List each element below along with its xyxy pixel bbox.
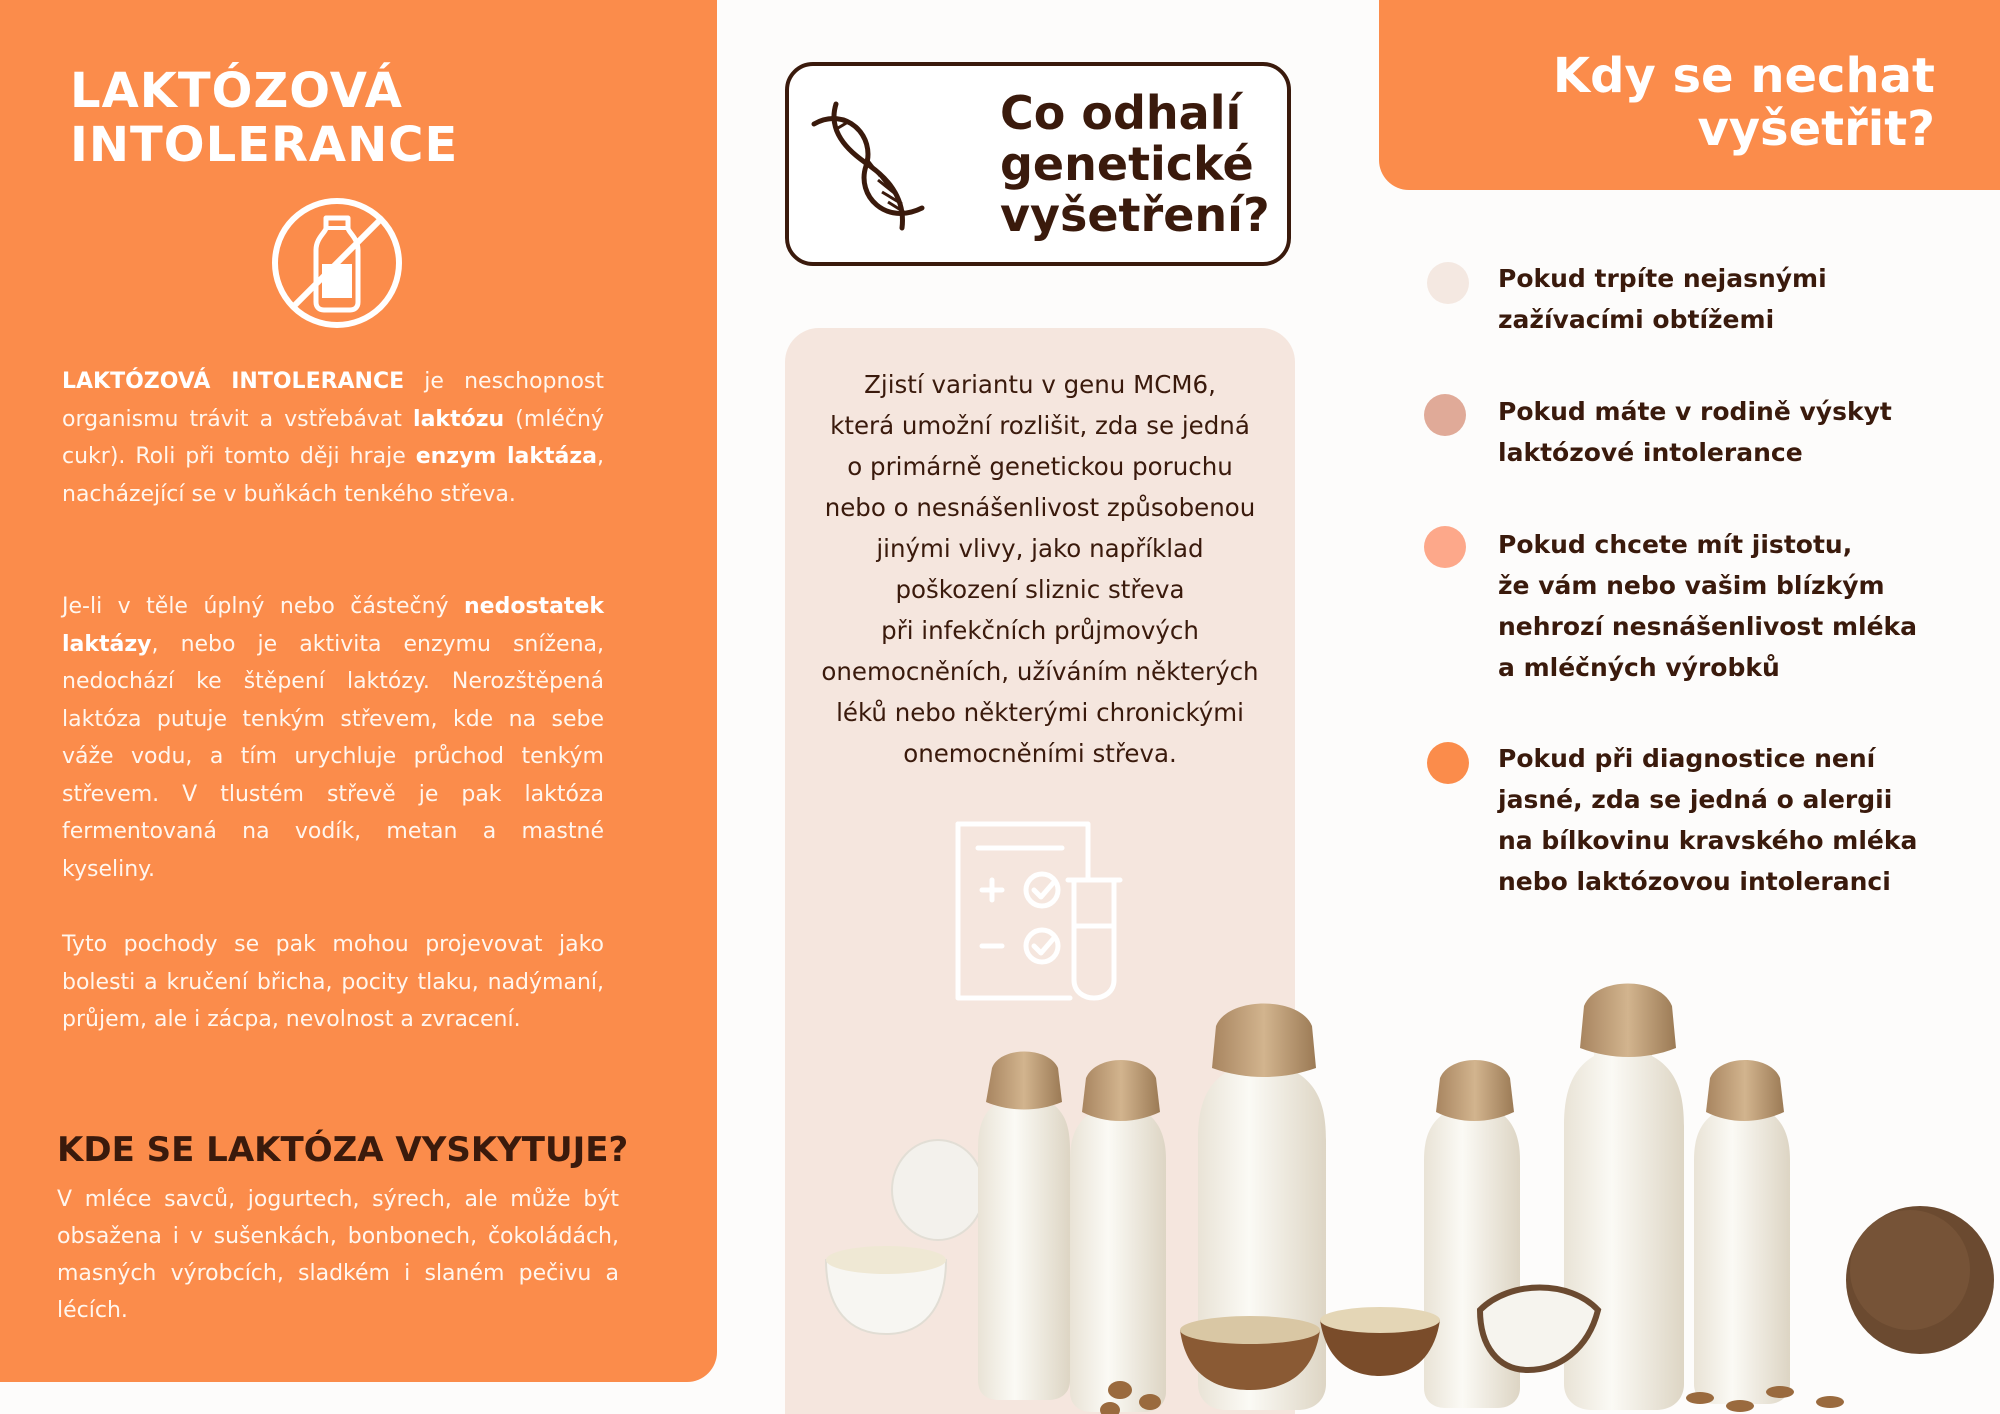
mechanism-paragraph: Je-li v těle úplný nebo částečný nedostatek laktázy, nebo je aktivita enzymu snížena, nedochází ke štěpení laktózy. Nerozštěpená laktóza putuje tenkým střevem, kde na sebe váže vodu, a tím urychluje průchod tenkým střevem. V tlustém střevě je pak laktóza fermentovaná na vodík, metan a mastné kyseliny.: [62, 594, 604, 882]
symptoms-paragraph: Tyto pochody se pak mohou projevovat jako bolesti a kručení břicha, pocity tlaku, nadýmaní, průjem, ale i zácpa, nevolnost a zvracení.: [62, 932, 604, 1032]
intro-paragraph: LAKTÓZOVÁ INTOLERANCE je neschopnost organismu trávit a vstřebávat laktózu (mléčný cukr). Roli při tomto ději hraje enzym laktáza, nacházející se v buňkách tenkého střeva.: [62, 369, 604, 507]
genetic-test-description: Zjistí variantu v genu MCM6, která umožní rozlišit, zda se jedná o primárně genetickou poruchu nebo o nesnášenlivost způsobenou jinými vlivy, jako například poškození sliznic střeva při infekčních průjmových onemocněních, užíváním některých léků nebo některými chronickými onemocněními střeva.: [821, 370, 1259, 768]
right-title: [1420, 50, 1935, 156]
genetic-title-line1: Co odhalí: [1000, 86, 1242, 140]
white-disc: [892, 1140, 984, 1240]
genetic-test-title: [1000, 88, 1270, 241]
right-title-line2: vyšetřit?: [1697, 101, 1935, 157]
rice-bowl: [826, 1246, 946, 1334]
where-title: KDE SE LAKTÓZA VYSKYTUJE?: [57, 1130, 629, 1170]
bottle-6: [1694, 1060, 1790, 1404]
right-title-line1: Kdy se nechat: [1552, 48, 1935, 104]
condition-3: Pokud chcete mít jistotu, že vám nebo vašim blízkým nehrozí nesnášenlivost mléka a mléčných výrobků: [1498, 530, 1918, 682]
genetic-title-line3: vyšetření?: [1000, 188, 1270, 242]
milk-bottles-illustration: [820, 940, 2000, 1414]
condition-4: Pokud při diagnostice není jasné, zda se jedná o alergii na bílkovinu kravského mléka nebo laktózovou intoleranci: [1498, 744, 1918, 896]
condition-1: Pokud trpíte nejasnými zažívacími obtížemi: [1498, 264, 1827, 334]
no-milk-icon: [270, 196, 404, 330]
dna-icon: [806, 96, 930, 236]
left-title-line2: INTOLERANCE: [70, 117, 459, 173]
condition-dot-1: [1427, 262, 1469, 304]
condition-dot-2: [1424, 394, 1466, 436]
where-text: V mléce savců, jogurtech, sýrech, ale může být obsažena i v sušenkách, bonbonech, čokoládách, masných výrobcích, sladkém i slaném pečivu a lécích.: [57, 1187, 619, 1323]
left-title-line1: LAKTÓZOVÁ: [70, 63, 403, 119]
left-title: [70, 64, 670, 172]
bottle-2: [1070, 1060, 1166, 1412]
condition-dot-3: [1424, 526, 1466, 568]
genetic-title-line2: genetické: [1000, 137, 1254, 191]
condition-2: Pokud máte v rodině výskyt laktózové intolerance: [1498, 397, 1892, 467]
condition-dot-4: [1427, 742, 1469, 784]
bottle-1: [978, 1052, 1070, 1401]
